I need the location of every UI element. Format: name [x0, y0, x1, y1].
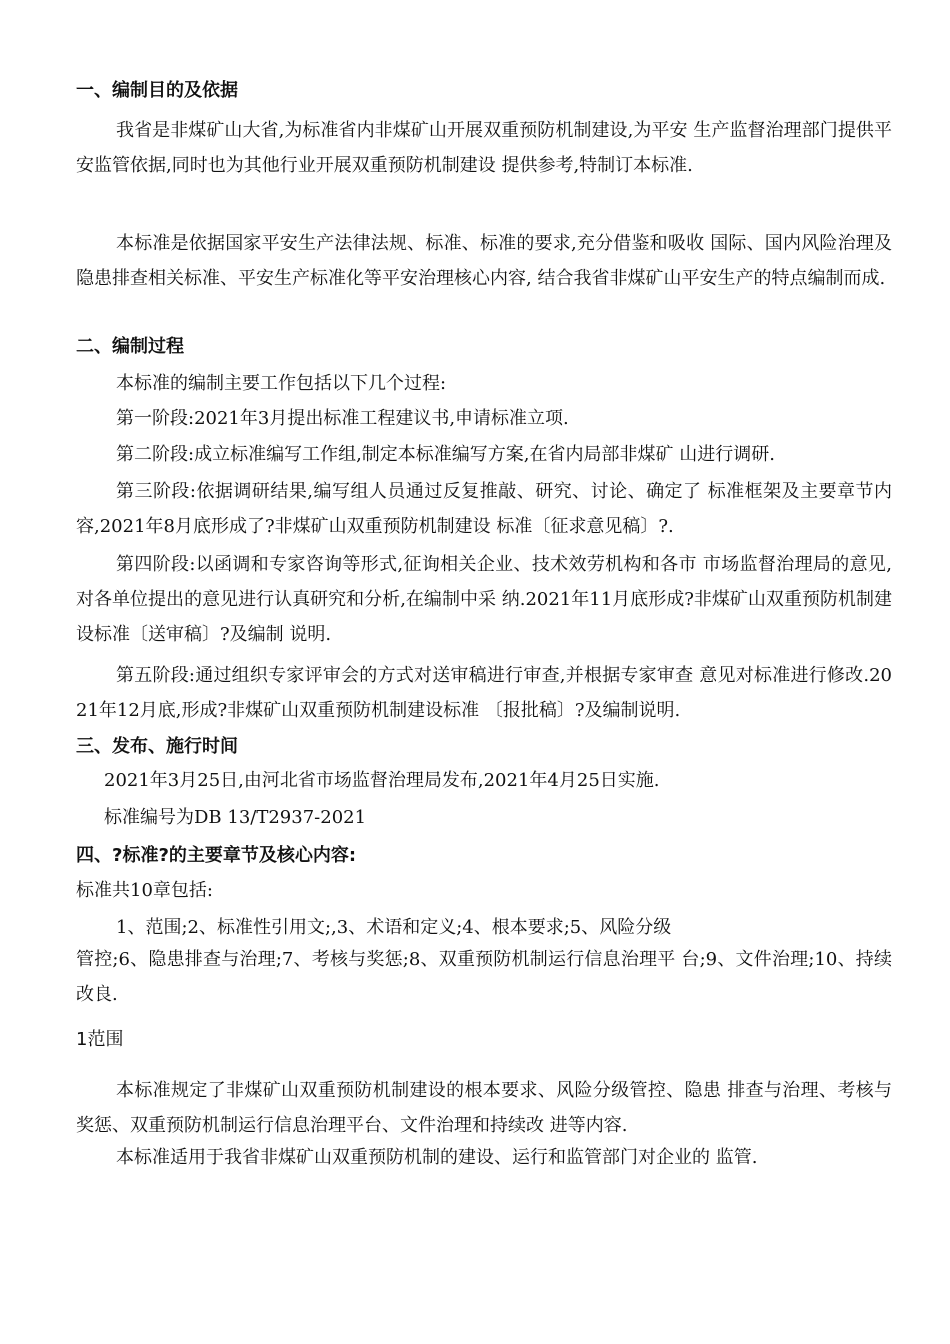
chapter-list-first-line: 1、范围;2、标准性引用文;,3、术语和定义;4、根本要求;5、风险分级	[116, 917, 672, 938]
chapter-count-line: 标准共10章包括:	[76, 880, 213, 901]
section-2-heading: 二、编制过程	[76, 336, 184, 357]
stage-2-paragraph: 第二阶段:成立标准编写工作组,制定本标准编写方案,在省内局部非煤矿 山进行调研.	[116, 444, 775, 465]
stage-4-paragraph: 第四阶段:以函调和专家咨询等形式,征询相关企业、技术效劳机构和各市 市场监督治理局的意见,对各单位提出的意见进行认真研究和分析,在编制中采 纳.2021年11月底形成?非煤矿山双重预防机制建设标准〔送审稿〕?及编制 说明.	[76, 554, 892, 645]
section-1-heading: 一、编制目的及依据	[76, 80, 238, 101]
stage-5-paragraph: 第五阶段:通过组织专家评审会的方式对送审稿进行审查,并根据专家审查 意见对标准进行修改.2021年12月底,形成?非煤矿山双重预防机制建设标准 〔报批稿〕?及编制说明.	[76, 665, 892, 721]
section-5-heading: 1范围	[76, 1029, 124, 1050]
standard-number-line: 标准编号为DB 13/T2937-2021	[104, 807, 367, 828]
scope-paragraph-1: 本标准规定了非煤矿山双重预防机制建设的根本要求、风险分级管控、隐患 排查与治理、考核与奖惩、双重预防机制运行信息治理平台、文件治理和持续改 进等内容.	[76, 1080, 892, 1136]
scope-paragraph-2: 本标准适用于我省非煤矿山双重预防机制的建设、运行和监管部门对企业的 监管.	[116, 1147, 758, 1168]
chapter-list-rest: 管控;6、隐患排查与治理;7、考核与奖惩;8、双重预防机制运行信息治理平 台;9、文件治理;10、持续改良.	[76, 949, 892, 1005]
release-date-line: 2021年3月25日,由河北省市场监督治理局发布,2021年4月25日实施.	[104, 770, 660, 791]
stage-3-paragraph: 第三阶段:依据调研结果,编写组人员通过反复推敲、研究、讨论、确定了 标准框架及主要章节内容,2021年8月底形成了?非煤矿山双重预防机制建设 标准〔征求意见稿〕?.	[76, 481, 892, 537]
section-1-paragraph-1: 我省是非煤矿山大省,为标准省内非煤矿山开展双重预防机制建设,为平安 生产监督治理部门提供平安监管依据,同时也为其他行业开展双重预防机制建设 提供参考,特制订本标准.	[76, 120, 892, 176]
section-2-intro: 本标准的编制主要工作包括以下几个过程:	[116, 373, 447, 394]
section-4-heading: 四、?标准?的主要章节及核心内容:	[76, 845, 357, 866]
section-1-paragraph-2: 本标准是依据国家平安生产法律法规、标准、标准的要求,充分借鉴和吸收 国际、国内风险治理及隐患排查相关标准、平安生产标准化等平安治理核心内容, 结合我省非煤矿山平安生产的特点编制而成.	[76, 233, 892, 289]
stage-1-paragraph: 第一阶段:2021年3月提出标准工程建议书,申请标准立项.	[116, 408, 569, 429]
section-3-heading: 三、发布、施行时间	[76, 736, 238, 757]
